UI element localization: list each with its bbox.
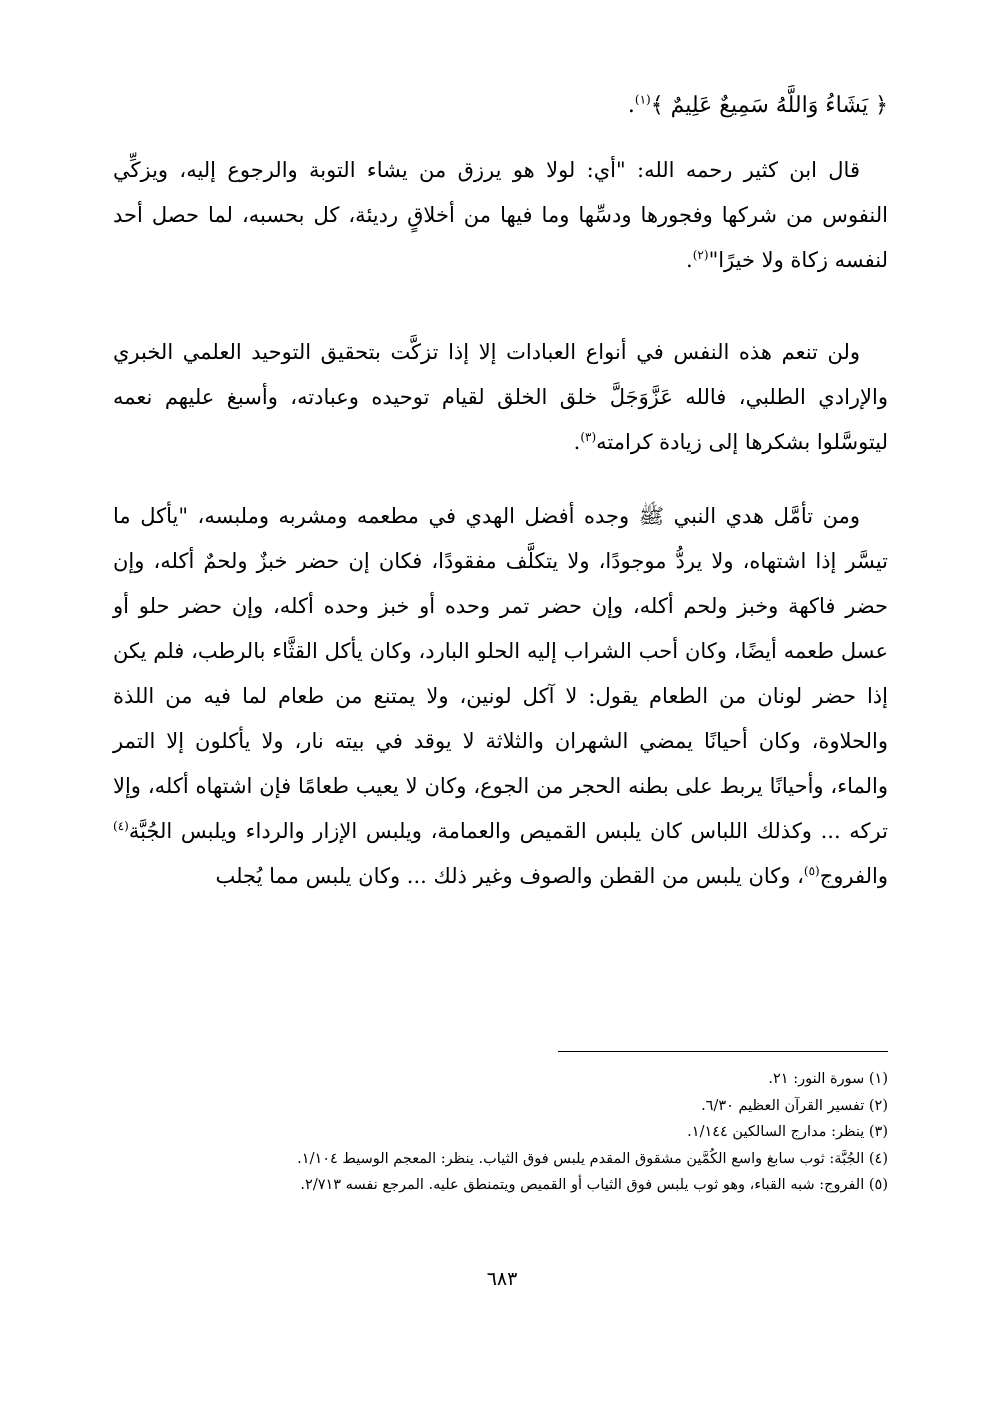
paragraph-text: ومن تأمَّل هدي النبي ﷺ وجده أفضل الهدي في مطعمه ومشربه وملبسه، "يأكل ما تيسَّر إذا اشتهاه، ولا يردُّ موجودًا، ولا يتكلَّف مفقودًا، فكان إن حضر خبزٌ ولحمٌ أكله، وإن حضر فاكهة وخبز ولحم أكله، وإن حضر تمر وحده أو خبز وحده أكله، وإن حضر حلو أو عسل طعمه أيضًا، وكان أحب الشراب إليه الحلو البارد، وكان يأكل القثَّاء بالرطب، فلم يكن إذا حضر لونان من الطعام يقول: لا آكل لونين، ولا يمتنع من طعام لما فيه من اللذة والحلاوة، وكان أحيانًا يمضي الشهران والثلاثة لا يوقد في بيته نار، ولا يأكلون إلا التمر والماء، وأحيانًا يربط على بطنه الحجر من الجوع، وكان لا يعيب طعامًا فإن اشتهاه أكله، وإلا تركه ... وكذلك اللباس كان يلبس القميص والعمامة، ويلبس الإزار والرداء ويلبس الجُبَّة (113, 504, 888, 843)
footnote-marker-5: (٥) (803, 864, 820, 878)
footnote-5: (٥) الفروج: شبه القباء، وهو ثوب يلبس فوق الثياب أو القميص ويتمنطق عليه. المرجع نفسه ٢/٧١٣. (300, 1177, 888, 1193)
footnote-3: (٣) ينظر: مدارج السالكين ١/١٤٤. (687, 1124, 888, 1140)
footnote-4: (٤) الجُبَّة: ثوب سابغ واسع الكُمَّين مشقوق المقدم يلبس فوق الثياب. ينظر: المعجم الوسيط ١/١٠٤. (297, 1150, 888, 1167)
footnote-marker-2: (٢) (692, 248, 709, 262)
paragraph-text-end: . (573, 430, 581, 454)
quran-verse-text: ﴿ يَشَاءُ وَاللَّهُ سَمِيعٌ عَلِيمٌ ﴾ (650, 93, 888, 118)
footnotes-list (113, 1066, 888, 1199)
footnote-1: (١) سورة النور: ٢١. (768, 1071, 888, 1087)
paragraph-ibn-kathir-quote (113, 148, 888, 283)
paragraph-text-end: ، وكان يلبس من القطن والصوف وغير ذلك ... وكان يلبس مما يُجلب (215, 864, 804, 888)
paragraph-text: ولن تنعم هذه النفس في أنواع العبادات إلا إذا تزكَّت بتحقيق التوحيد العلمي الخبري والإرادي الطلبي، فالله عَزَّوَجَلَّ خلق الخلق لقيام توحيده وعبادته، وأسبغ عليهم نعمه ليتوسَّلوا بشكرها إلى زيادة كرامته (113, 340, 888, 454)
paragraph-text: قال ابن كثير رحمه الله: "أي: لولا هو يرزق من يشاء التوبة والرجوع إليه، ويزكِّي النفوس من شركها وفجورها ودسِّها وما فيها من أخلاقٍ رديئة، كل بحسبه، لما حصل أحد لنفسه زكاة ولا خيرًا" (113, 158, 888, 272)
verse-end-mark: . (627, 93, 635, 118)
quran-verse-line (628, 86, 888, 126)
footnote-marker-1: (١) (634, 92, 651, 107)
footnote-2: (٢) تفسير القرآن العظيم ٦/٣٠. (701, 1097, 888, 1114)
footnote-marker-3: (٣) (580, 430, 597, 444)
footnote-marker-4: (٤) (113, 819, 129, 833)
page-number: ٦٨٣ (486, 1268, 518, 1290)
footnote-separator (558, 1051, 888, 1052)
paragraph-prophet-guidance (113, 494, 888, 899)
paragraph-text-end: . (686, 248, 693, 272)
paragraph-text-continued: والفروج (819, 864, 888, 888)
paragraph-tawhid (113, 330, 888, 465)
